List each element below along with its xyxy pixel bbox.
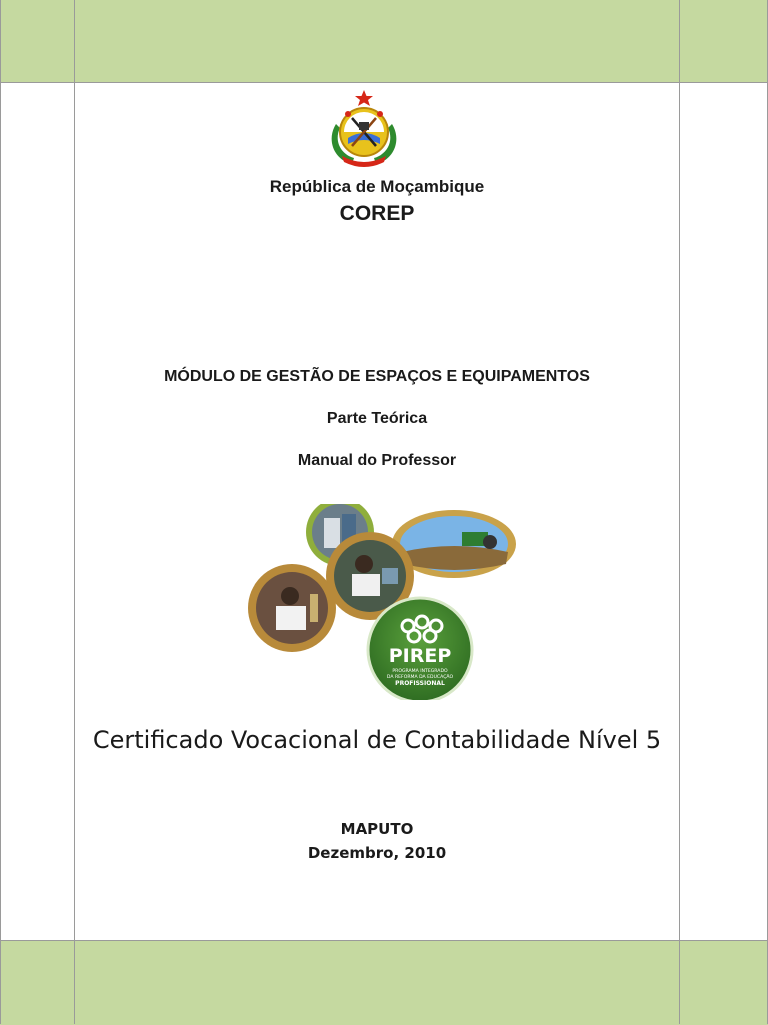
pirep-brand: PIREP (388, 645, 452, 667)
country-name: República de Moçambique (269, 177, 485, 196)
certificate-title: Certificado Vocacional de Contabilidade Nível 5 (92, 726, 662, 754)
frame-line (74, 0, 75, 1024)
pirep-subtitle-line: PROFISSIONAL (395, 680, 445, 687)
manual-label: Manual do Professor (297, 452, 457, 469)
header-band (0, 0, 768, 83)
organization-name: COREP (339, 202, 415, 225)
part-label: Parte Teórica (326, 410, 428, 427)
date-label: Dezembro, 2010 (307, 844, 447, 862)
footer-band (0, 940, 768, 1025)
mozambique-emblem-icon (318, 88, 410, 172)
pirep-badge (368, 598, 472, 700)
pirep-subtitle-line: DA REFORMA DA EDUCAÇÃO (386, 675, 454, 680)
pirep-logo (244, 504, 528, 700)
photo-bubble (248, 564, 336, 652)
frame-line (679, 0, 680, 1024)
frame-line (0, 0, 1, 1024)
module-title: MÓDULO DE GESTÃO DE ESPAÇOS E EQUIPAMENTOS (164, 368, 590, 385)
pirep-subtitle-line: PROGRAMA INTEGRADO (392, 669, 448, 674)
city-label: MAPUTO (340, 820, 414, 838)
